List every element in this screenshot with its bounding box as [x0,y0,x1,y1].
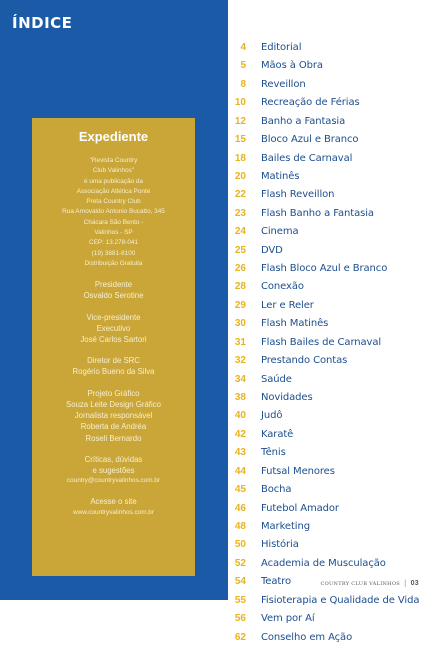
toc-entry[interactable] [228,242,437,260]
toc-title: Academia de Musculação [261,557,386,569]
toc-title: Flash Matinês [261,318,329,330]
left-blue-panel [0,0,228,600]
expediente-line: Acesse o site [90,497,137,507]
expediente-line: Osvaldo Serotine [83,291,144,301]
expediente-line: Rua Arnovaldo Antonio Bucatto, 345 [62,208,165,216]
expediente-block [32,312,195,346]
toc-entry[interactable] [228,315,437,333]
toc-title: Teatro [261,576,292,588]
footer-magazine-name: COUNTRY CLUB VALINHOS [320,581,400,587]
expediente-box [32,118,195,576]
toc-title: Marketing [261,520,310,532]
toc-page-number: 54 [234,576,246,588]
toc-title: Bocha [261,484,292,496]
toc-page-number: 4 [240,42,246,53]
toc-entry[interactable] [228,39,437,57]
toc-entry[interactable] [228,205,437,223]
expediente-line: Rogério Bueno da Silva [72,367,155,377]
footer-separator: | [403,579,407,587]
toc-entry[interactable] [228,389,437,407]
toc-title: Fisioterapia e Qualidade de Vida [261,594,420,606]
toc-entry[interactable] [228,94,437,112]
expediente-line: country@countryvalinhos.com.br [66,477,161,485]
table-of-contents [228,39,437,647]
toc-entry[interactable] [228,113,437,131]
expediente-line: (19) 3881-8100 [91,249,136,257]
toc-entry[interactable] [228,352,437,370]
toc-title: Saúde [261,373,292,385]
expediente-block [32,279,195,301]
expediente-line: Roberta de Andréa [80,422,147,432]
toc-page-number: 29 [234,299,246,311]
toc-title: Banho a Fantasia [261,115,346,127]
toc-entry[interactable] [228,334,437,352]
toc-entry[interactable] [228,76,437,94]
expediente-line: Presidente [94,280,133,290]
toc-page-number: 23 [234,207,246,219]
toc-entry[interactable] [228,592,437,610]
toc-entry[interactable] [228,407,437,425]
toc-page-number: 12 [234,115,246,127]
toc-title: Mãos à Obra [261,60,323,72]
toc-page-number: 43 [234,447,246,459]
expediente-line: Associação Atlética Ponte [76,187,151,195]
footer-page-number: 03 [410,580,419,587]
page-title: ÍNDICE [12,14,73,32]
toc-title: Recreação de Férias [261,97,360,109]
expediente-line: Diretor de SRC [87,356,140,366]
toc-entry[interactable] [228,426,437,444]
toc-page-number: 24 [234,226,246,238]
expediente-line: Roseli Bernardo [85,433,142,443]
expediente-line: Distribuição Gratuita [84,259,143,267]
expediente-line: Críticas, dúvidas [84,454,143,464]
toc-page-number: 50 [234,539,246,551]
expediente-block [32,156,195,269]
toc-page-number: 32 [234,355,246,367]
expediente-line: Souza Leite Design Gráfico [66,399,161,409]
toc-title: Flash Reveillon [261,189,335,201]
toc-page-number: 31 [234,336,246,348]
toc-entry[interactable] [228,131,437,149]
toc-page-number: 20 [234,170,246,182]
toc-title: Bloco Azul e Branco [261,134,359,146]
expediente-line: www.countryvalinhos.com.br [73,508,154,516]
toc-title: DVD [261,244,283,256]
expediente-block [32,454,195,487]
toc-title: Matinês [261,170,300,182]
toc-entry[interactable] [228,518,437,536]
toc-entry[interactable] [228,223,437,241]
expediente-line: Club Valinhos" [92,167,135,175]
expediente-line: e sugestões [92,465,135,475]
toc-page-number: 34 [234,373,246,385]
toc-entry[interactable] [228,610,437,628]
toc-title: Flash Banho a Fantasia [261,207,374,219]
toc-entry[interactable] [228,150,437,168]
expediente-line: José Carlos Sartori [80,335,147,345]
toc-page-number: 48 [234,520,246,532]
toc-page-number: 55 [234,594,246,606]
toc-title: Editorial [261,42,302,53]
toc-entry[interactable] [228,555,437,573]
toc-entry[interactable] [228,297,437,315]
toc-page-number: 38 [234,392,246,404]
expediente-line: Chácara São Bento - [83,218,144,226]
toc-page-number: 44 [234,465,246,477]
expediente-content [32,156,195,518]
expediente-block [32,496,195,518]
expediente-line: Projeto Gráfico [87,388,140,398]
toc-entry[interactable] [228,481,437,499]
expediente-line: é uma publicação da [84,177,143,185]
toc-page-number: 15 [234,134,246,146]
expediente-line: Executivo [96,323,131,333]
toc-entry[interactable] [228,168,437,186]
toc-title: Futsal Menores [261,465,335,477]
expediente-block [32,388,195,444]
toc-entry[interactable] [228,444,437,462]
expediente-line: Vice-presidente [86,312,141,322]
toc-entry[interactable] [228,186,437,204]
toc-title: Reveillon [261,78,306,90]
toc-page-number: 40 [234,410,246,422]
toc-title: Vem por Aí [261,613,315,625]
toc-entry[interactable] [228,371,437,389]
toc-title: Conexão [261,281,304,293]
toc-page-number: 10 [234,97,246,109]
toc-entry[interactable] [228,463,437,481]
toc-page-number: 18 [234,152,246,164]
toc-entry[interactable] [228,278,437,296]
page-footer [321,579,420,587]
toc-title: Ler e Reler [261,299,314,311]
expediente-line: Preta Country Club [86,198,141,206]
toc-title: Tênis [261,447,286,459]
toc-page-number: 30 [234,318,246,330]
toc-title: Futebol Amador [261,502,339,514]
toc-page-number: 45 [234,484,246,496]
toc-title: Flash Bailes de Carnaval [261,336,382,348]
toc-title: Prestando Contas [261,355,348,367]
toc-page-number: 25 [234,244,246,256]
toc-entry[interactable] [228,260,437,278]
expediente-block [32,355,195,377]
expediente-line: CEP: 13.278-041 [88,239,139,247]
toc-entry[interactable] [228,536,437,554]
expediente-line: Valinhos - SP [94,229,133,237]
toc-page-number: 52 [234,557,246,569]
toc-page-number: 62 [234,631,246,643]
toc-title: Flash Bloco Azul e Branco [261,263,388,275]
expediente-title: Expediente [78,129,149,144]
toc-page-number: 26 [234,263,246,275]
toc-entry[interactable] [228,57,437,75]
toc-title: Karatê [261,428,294,440]
toc-title: Judô [261,410,283,422]
toc-title: História [261,539,299,551]
toc-page-number: 22 [234,189,246,201]
toc-title: Novidades [261,392,313,404]
toc-page-number: 8 [240,78,246,90]
toc-page-number: 46 [234,502,246,514]
expediente-line: "Revista Country [89,157,138,164]
toc-page-number: 56 [234,613,246,625]
toc-page-number: 42 [234,428,246,440]
toc-title: Bailes de Carnaval [261,152,353,164]
toc-title: Conselho em Ação [261,631,353,643]
toc-entry[interactable] [228,500,437,518]
toc-page-number: 5 [240,60,246,72]
toc-title: Cinema [261,226,299,238]
toc-page-number: 28 [234,281,246,293]
expediente-line: Jornalista responsável [74,411,153,421]
toc-entry[interactable] [228,629,437,647]
